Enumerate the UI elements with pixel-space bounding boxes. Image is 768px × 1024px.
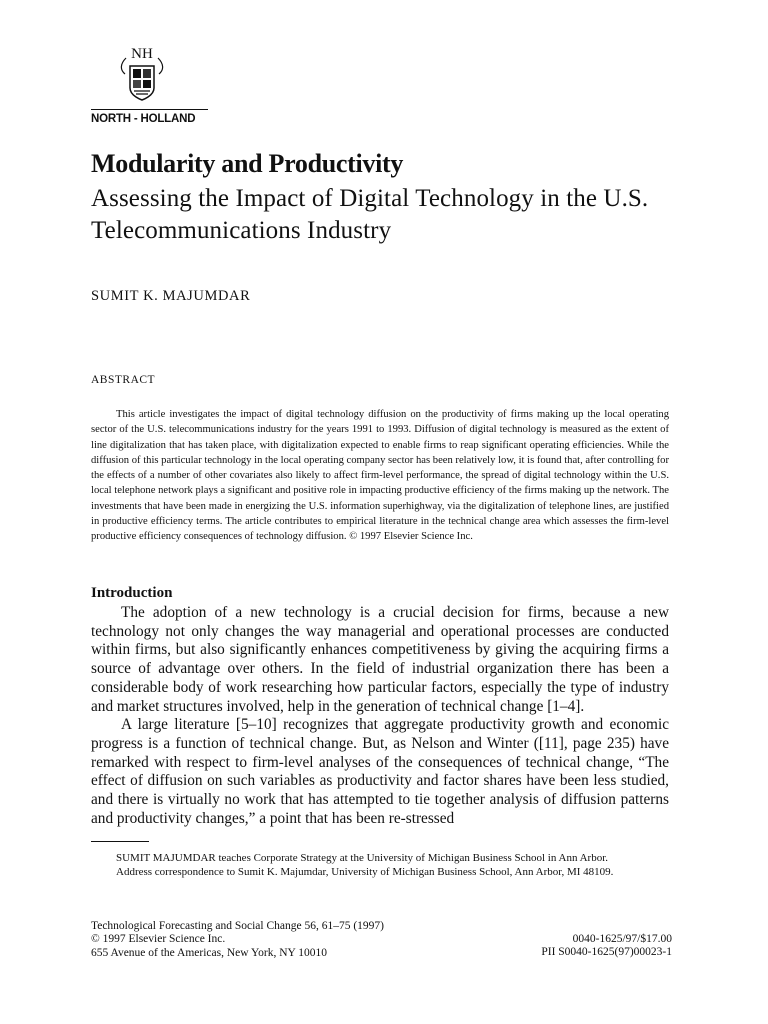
abstract-text: This article investigates the impact of digital technology diffusion on the productivity of firms making up the local operating sector of the U.S. telecommunications industry for the years 1991 to 1993. Diffusion of digital technology is measured as the extent of line digitalization that has taken place, with digitalization expected to enable firms to reap significant operating efficiencies. While the diffusion of this particular technology in the local operating company sector has been relatively low, it is found that, after controlling for the effects of a number of other covariates also likely to affect firm-level performance, the spread of digital technology within the U.S. local telephone network plays a significant and positive role in impacting productive efficiency of the firms making up the network. The investments that have been made in energizing the U.S. information superhighway, via the digitalization of telephone lines, are justified in productive efficiency terms. The article contributes to empirical literature in the technical change area which assesses the firm-level productive efficiency consequences of technology diffusion. © 1997 Elsevier Science Inc. [91, 409, 669, 543]
publisher-rule [91, 109, 208, 110]
introduction-body [91, 604, 669, 828]
north-holland-emblem [116, 44, 168, 106]
footnote-correspondence: Address correspondence to Sumit K. Majumdar, University of Michigan Business School, Ann Arbor, MI 48109. [116, 866, 614, 879]
journal-citation [91, 920, 384, 960]
author-name: SUMIT K. MAJUMDAR [91, 288, 251, 304]
publisher-name: NORTH - HOLLAND [91, 113, 196, 125]
section-heading-introduction: Introduction [91, 585, 173, 601]
abstract-heading: ABSTRACT [91, 374, 156, 386]
article-identifiers [541, 933, 672, 960]
publisher-address: 655 Avenue of the Americas, New York, NY 10010 [91, 946, 328, 959]
footnote-author-bio: SUMIT MAJUMDAR teaches Corporate Strategy at the University of Michigan Business School in Ann Arbor. [116, 852, 608, 864]
footnotes [91, 851, 669, 880]
body-paragraph: The adoption of a new technology is a crucial decision for firms, because a new technology not only changes the way managerial and operational processes are conducted within firms, but also significantly enhances competitiveness by giving the acquiring firms a source of advantage over others. In the field of industrial organization there has been a considerable body of work researching how particular factors, especially the type of industry and market structures involved, help in the generation of technical change [1–4]. [91, 604, 669, 715]
pii-code: PII S0040-1625(97)00023-1 [541, 946, 672, 959]
body-paragraph: A large literature [5–10] recognizes that aggregate productivity growth and economic progress is a function of technical change. But, as Nelson and Winter ([11], page 235) have remarked with respect to firm-level analyses of the consequences of technical change, “The effect of diffusion on such variables as productivity and factor shares have been less studied, and there is virtually no work that has attempted to tie together analysis of diffusion patterns and productivity changes,” a point that has been re-stressed [91, 716, 669, 827]
copyright-line: © 1997 Elsevier Science Inc. [91, 933, 226, 946]
footnote-rule [91, 841, 149, 842]
article-subtitle: Assessing the Impact of Digital Technology in the U.S. Telecommunications Industry [91, 185, 649, 244]
journal-reference: Technological Forecasting and Social Change 56, 61–75 (1997) [91, 920, 385, 932]
issn-price: 0040-1625/97/$17.00 [572, 933, 672, 945]
article-title: Modularity and Productivity [91, 149, 404, 178]
logo-text: NH [131, 46, 153, 62]
publisher-logo [116, 44, 168, 106]
